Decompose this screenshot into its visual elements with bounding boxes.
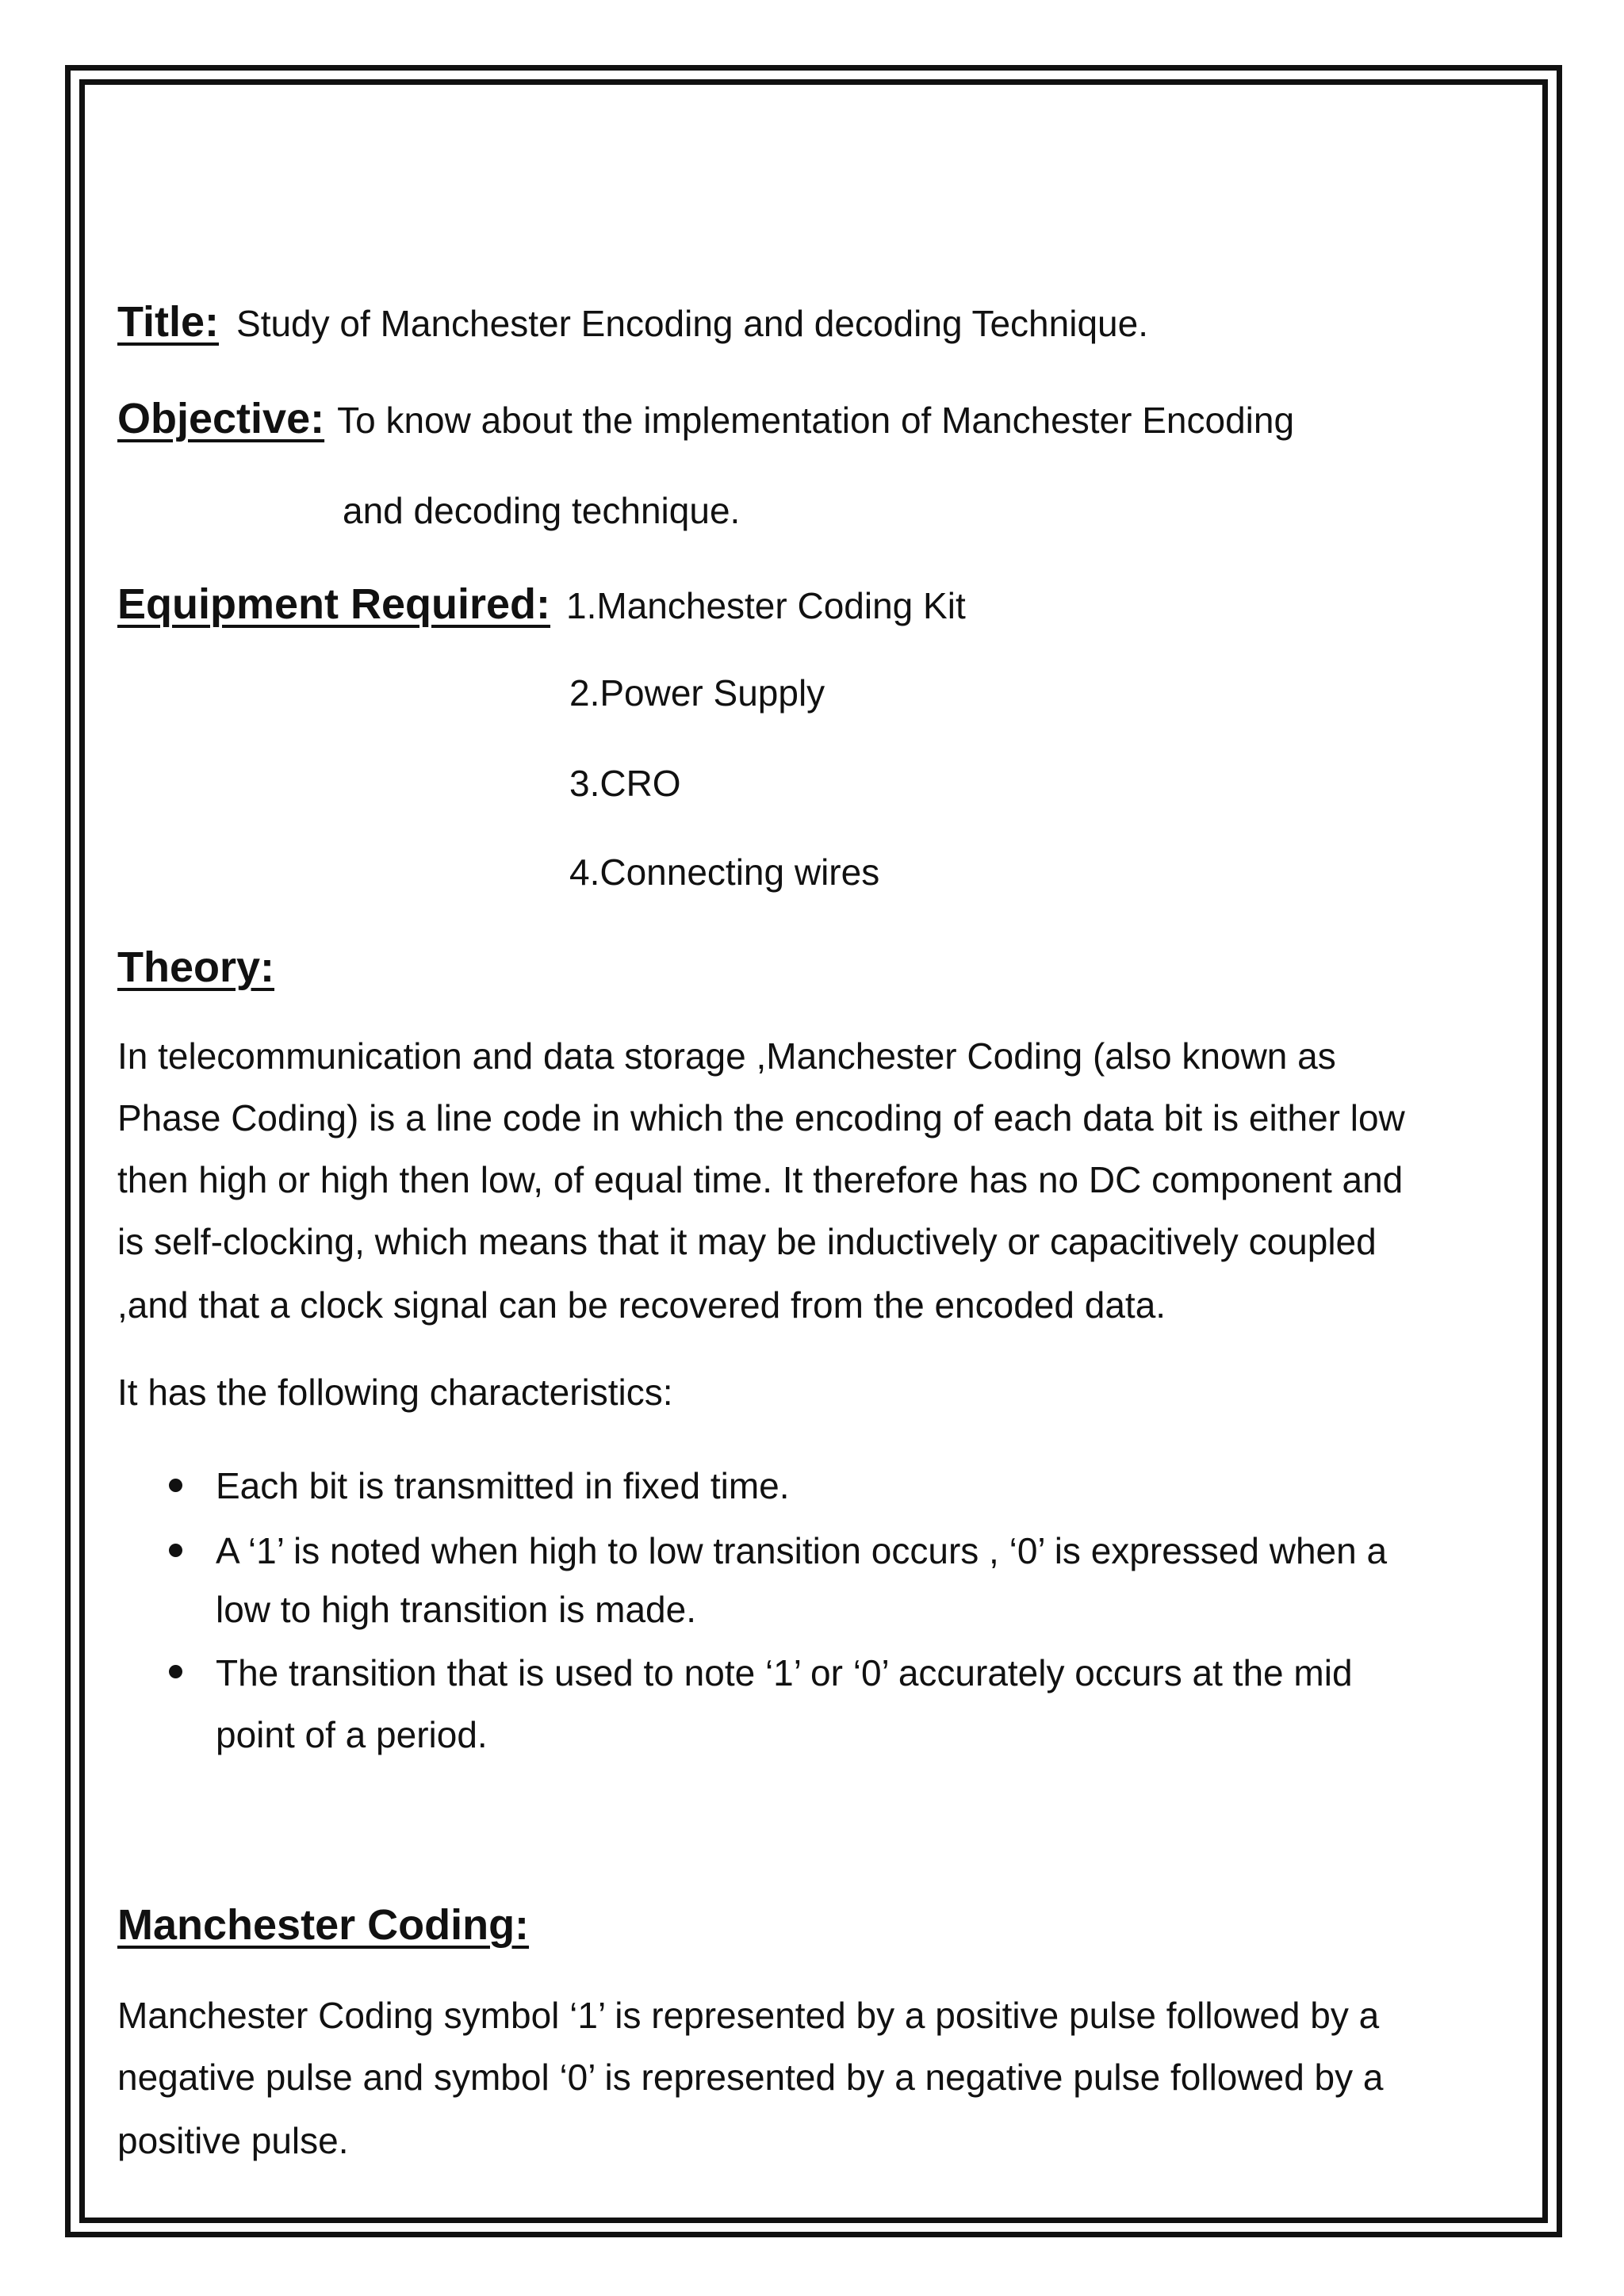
equipment-line — [117, 582, 966, 628]
manchester-paragraph-line: negative pulse and symbol ‘0’ is represented by a negative pulse followed by a — [117, 2057, 1384, 2098]
theory-paragraph-line: Phase Coding) is a line code in which the encoding of each data bit is either low — [117, 1097, 1405, 1138]
theory-paragraph-line: is self-clocking, which means that it may be inductively or capacitively coupled — [117, 1221, 1377, 1262]
objective-label: Objective: — [117, 395, 325, 442]
bullet-dot — [169, 1479, 182, 1492]
bullet-dot — [169, 1544, 182, 1557]
manchester-coding-heading: Manchester Coding: — [117, 1901, 530, 1949]
manchester-paragraph-line: positive pulse. — [117, 2120, 349, 2161]
manchester-paragraph-line: Manchester Coding symbol ‘1’ is represented by a positive pulse followed by a — [117, 1995, 1380, 2036]
theory-paragraph-line: then high or high then low, of equal time. It therefore has no DC component and — [117, 1159, 1404, 1200]
bullet-dot — [169, 1665, 182, 1678]
title-text: Study of Manchester Encoding and decoding Technique. — [236, 303, 1148, 344]
equipment-label: Equipment Required: — [117, 580, 551, 628]
characteristics-intro: It has the following characteristics: — [117, 1372, 673, 1413]
equipment-item: 1.Manchester Coding Kit — [566, 585, 966, 626]
objective-line — [117, 396, 1294, 442]
objective-text-2: and decoding technique. — [343, 490, 741, 531]
equipment-item: 3.CRO — [569, 763, 681, 804]
equipment-item: 2.Power Supply — [569, 672, 825, 714]
theory-paragraph-line: ,and that a clock signal can be recovered from the encoded data. — [117, 1284, 1166, 1326]
document-body — [117, 0, 1545, 2296]
bullet-item-line: The transition that is used to note ‘1’ or ‘0’ accurately occurs at the mid — [216, 1652, 1353, 1693]
theory-heading: Theory: — [117, 943, 275, 991]
bullet-item-line: low to high transition is made. — [216, 1589, 696, 1630]
equipment-item: 4.Connecting wires — [569, 851, 880, 893]
title-line — [117, 300, 1148, 346]
bullet-item-line: Each bit is transmitted in fixed time. — [216, 1465, 790, 1506]
bullet-item-line: A ‘1’ is noted when high to low transition occurs , ‘0’ is expressed when a — [216, 1530, 1388, 1571]
bullet-item-line: point of a period. — [216, 1714, 488, 1755]
theory-paragraph-line: In telecommunication and data storage ,Manchester Coding (also known as — [117, 1035, 1336, 1077]
objective-text-1: To know about the implementation of Manchester Encoding — [337, 400, 1295, 441]
title-label: Title: — [117, 298, 220, 346]
